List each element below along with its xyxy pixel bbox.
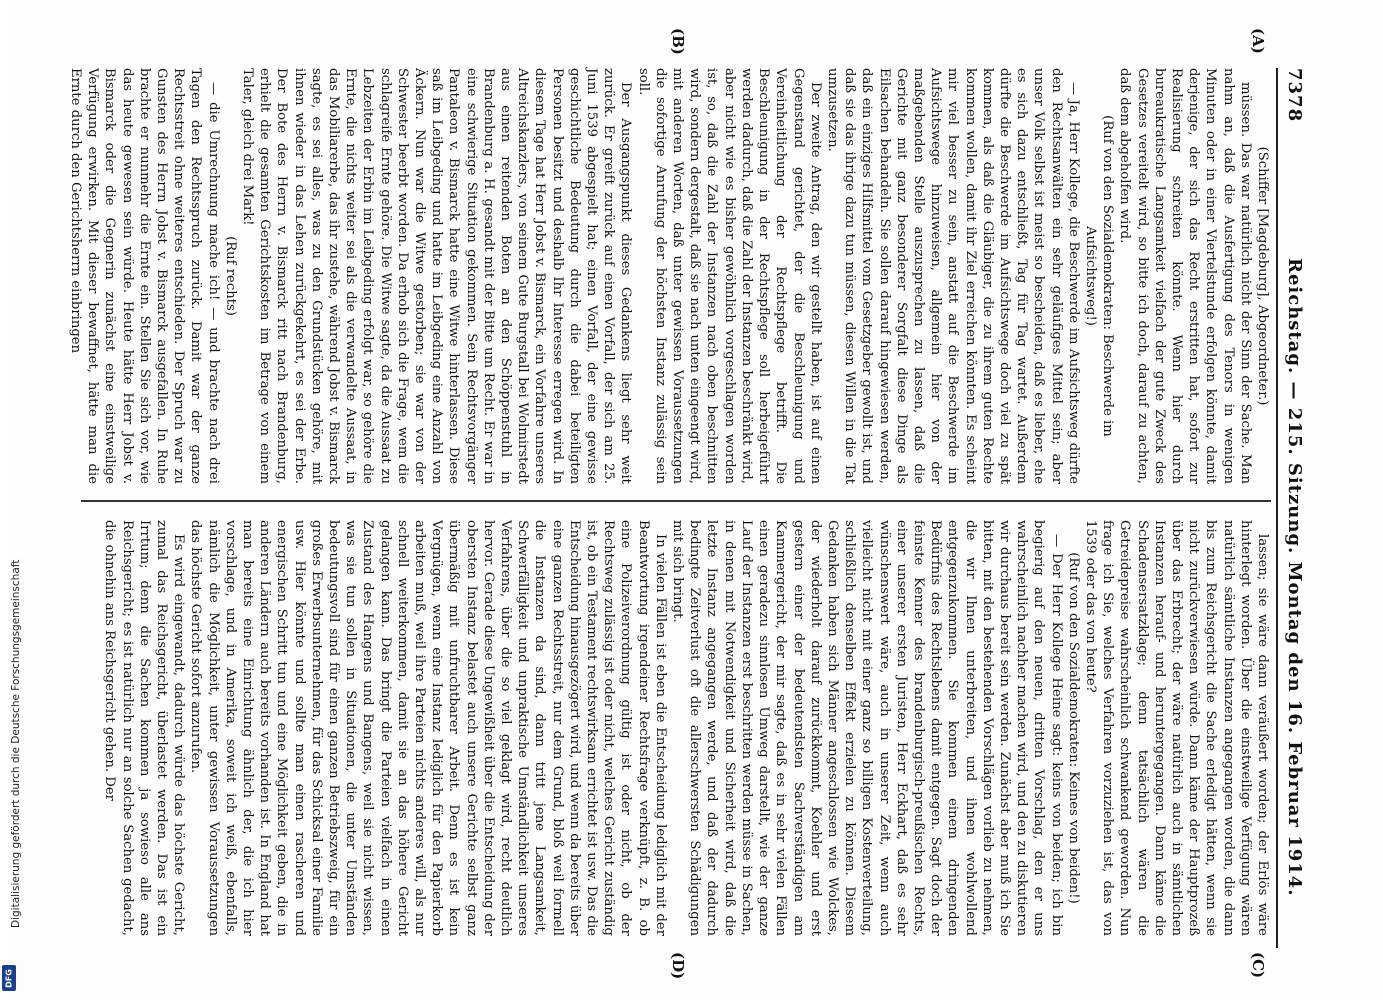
paragraph: müssen. Das war natürlich nicht der Sinn der Sache. Man nahm an, daß die Ausfertigung des Tenors in wenigen Minuten oder in einer Viertelstunde erfolgen könnte, damit derjenige, der sich das Recht erstritten hat, sofort zur Realisierung schreiten könnte. Wenn hier durch bureaukratische Langsamkeit vielfach der gute Zweck des Gesetzes vereitelt wird, so bitte ich doch, darauf zu achten, daß dem abgeholfen wird.: [1117, 68, 1253, 484]
paragraph: Der zweite Antrag, den wir gestellt haben, ist auf einen Gegenstand gerichtet, der die Beschleunigung und Vereinheitlichung der Rechtspflege betrifft. Die Beschleunigung in der Rechtspflege soll herbeigeführt werden dadurch, daß die Zahl der Instanzen beschränkt wird, aber nicht wie es bisher gewöhnlich vorgeschlagen worden ist, so, daß die Zahl der Instanzen nach oben beschnitten wird, sondern dergestalt, daß sie nach unten eingeengt wird, mit anderen Worten, daß unter gewissen Voraussetzungen die sofortige Anrufung der höchsten Instanz zulässig sein soll.: [635, 68, 823, 484]
page-number: 7378: [1284, 68, 1305, 123]
paragraph: — Ja, Herr Kollege, die Beschwerde im Aufsichtsweg dürfte den Rechtsanwälten ein sehr geläufiges Mittel sein; aber unser Volk selbst ist meist so bescheiden, daß es lieber, ehe es sich dazu entschließt, Tag für Tag wartet. Außerdem dürfte die Beschwerde im Aufsichtswege doch viel zu spät kommen, als daß die Gläubiger, die zu ihrem guten Rechte kommen wollen, damit ihr Ziel erreichen könnten. Es scheint mir viel besser zu sein, anstatt auf die Beschwerde im Aufsichtswege hinzuweisen, allgemein hier von der maßgebenden Stelle auszusprechen zu lassen, daß die Gerichte mit ganz besonderer Sorgfalt diese Dinge als Eilsachen behandeln. Sie sollen darauf hingewiesen werden, daß ein einziges Hilfsmittel vom Gesetzgeber gewollt ist, und daß sie das ihrige dazu tun müssen, diesen Willen in die Tat umzusetzen.: [824, 68, 1081, 484]
paragraph: Der Ausgangspunkt dieses Gedankens liegt sehr weit zurück. Er greift zurück auf einen Vorfall, der sich am 25. Juni 1539 abgespielt hat; einen Vorfall, der eine gewisse geschichtliche Bedeutung durch die dabei beteiligten Personen besitzt und deshalb Ihr Interesse erregen wird. In diesem Tage hat Herr Jobst v. Bismarck, ein Vorfahre unseres Altreichskanzlers, von seinem Gute Burgstall bei Wolmirstedt aus einen reitenden Boten an den Schöppenstuhl in Brandenburg a. H. gesandt mit der Bitte um Recht. Er war in eine schwierige Situation gekommen. Sein Rechtsvorgänger Pantaleon v. Bismarck hatte eine Witwe hinterlassen. Diese saß im Leibgeding und hatte im Leibgeding eine Anzahl von Äckern. Nun war die Witwe gestorben; sie war von der Schwester beerbt worden. Da erhob sich die Frage, wem die schlagreife Ernte gehöre. Die Witwe sagte, da die Aussaat zu Lebzeiten der Erbin im Leibgeding erfolgt war, so gehöre die Ernte, die nichts weiter sei als die verwandelte Aussaat, in das Mobiliarerbe, das ihr zustehe, während Jobst v. Bismarck sagte, es sei alles, was zu den Grundstücken gehöre, mit ihnen wieder in das Lehen zurückgekehrt, es sei der Erbe. Der Bote des Herrn v. Bismarck ritt nach Brandenburg, erhielt die gesamten Gerichtskosten im Betrage von einem Taler, gleich drei Mark!: [240, 68, 634, 484]
speaker-note: (Schiffer [Magdeburg], Abgeordneter.): [1255, 146, 1270, 406]
margin-mark-b: (B): [669, 28, 687, 55]
paragraph: — Der Herr Kollege Heine sagt: keins von beiden; ich bin begierig auf den neuen, dritten Vorschlag, den er uns wahrscheinlich nachher machen wird, und den zu diskutieren wir durchaus bereit sein werden. Zunächst aber muß ich Sie bitten, mit den bestehenden Vorschlägen vorlieb zu nehmen, die wir Ihnen unterbreiten, und ihnen wohlwollend entgegenzukommen. Sie kommen einem dringenden Bedürfnis des Rechtslebens damit entgegen. Sagt doch der feinste Kenner des brandenburgisch-preußischen Rechts, einer unserer ersten Juristen, Herr Eckhart, daß es sehr wünschenswert wäre, auch in unserer Zeit, wenn auch vielleicht nicht mit einer ganz so billigen Kostenverteilung, schließlich denselben Effekt erzielen zu können. Diesem Gedanken haben sich Männer angeschlossen wie Wolckes, der wiederholt darauf zurückkommt, Koehler und erst gestern einer der bedeutendsten Sachverständigen am Kammergericht, der mir sagte, daß es in sehr vielen Fällen einen geradezu sinnlosen Umweg darstellt, wie der ganze Lauf der Instanzen erst beschritten werden müsse in Sachen, in denen mit Notwendigkeit und Sicherheit wird, daß die letzte Instanz angegangen werde, und daß der dadurch bedingte Zeitverlust oft die allerschwersten Schädigungen mit sich bringt.: [670, 520, 1064, 936]
column-divider: [81, 500, 1271, 502]
paragraph: — die Umrechnung mache ich! — und brachte nach drei Tagen den Rechtsspruch zurück. Damit war der ganze Rechtsstreit ohne weiteres entschieden. Der Spruch war zu Gunsten des Herrn Jobst v. Bismarck ausgefallen. In Ruhe brachte er nunmehr die Ernte ein. Stellen Sie sich vor, wie das heute gewesen sein würde. Heute hätte Herr Jobst v. Bismarck oder die Gegnerin zunächst eine einstweilige Verfügung erwirken. Mit dieser bewaffnet, hätte man die Ernte durch den Gerichtsherrn einbringen: [67, 68, 221, 484]
scanned-page: [8, 0, 1383, 1000]
header-rule: [1276, 68, 1278, 948]
page-header: [1281, 68, 1307, 948]
paragraph: Es wird eingewandt, dadurch würde das höchste Gericht, zumal das Reichsgericht, überlastet werden. Das ist ein Irrtum; denn die Sachen kommen ja sowieso alle ans Reichsgericht; es ist natürlich nur an solche Sachen gedacht, die ohnehin ans Reichsgericht gehen. Der: [102, 520, 187, 936]
rotated-page-content: [67, 28, 1307, 980]
page-running-title: Reichstag. — 215. Sitzung. Montag den 16. Februar 1914.: [1284, 258, 1305, 897]
margin-mark-d: (D): [669, 952, 687, 980]
interjection: (Ruf von den Sozialdemokraten: Keines von beiden!): [1065, 552, 1081, 904]
paragraph: lassen; sie wäre dann veräußert worden; der Erlös wäre hinterlegt worden. Über die einstweilige Verfügung wären natürlich sämtliche Instanzen angegangen worden, die dann bis zum Reichsgericht die Sache erledigt hätten, wenn sie nicht zurückverwiesen würde. Dann käme der Hauptprozeß über das Erbrecht; der wäre natürlich auch in sämtlichen Instanzen herauf- und heruntergegangen. Dann käme die Schadensersatzklage; denn tatsächlich wären die Getreidepreise wahrscheinlich schwankend geworden. Nun frage ich Sie, welches Verfahren vorzuziehen ist, das von 1539 oder das von heute?: [1082, 520, 1270, 936]
text-column-right: [81, 520, 1271, 936]
paragraph: In vielen Fällen ist eben die Entscheidung lediglich mit der Beantwortung irgendeiner Rechtsfrage verknüpft, z. B. ob eine Polizeiverordnung gültig ist oder nicht, ob der Rechtsweg zulässig ist oder nicht, welches Gericht zuständig ist, ob ein Testament rechtswirksam errichtet ist usw. Das die Entscheidung hinausgezögert wird, und wenn da bereits über eine ganzen Rechtsstreit, nur dem Grund, bloß weil formell die Instanzen da sind, dann tritt jene Langsamkeit, Schwerfälligkeit und unpraktische Umständlichkeit unseres Verfahrens, über die so viel geklagt wird, recht deutlich hervor. Gerade diese Ungewißheit über die Entscheidung der obersten Instanz belastet auch unsere Gerichte selbst ganz übermäßig mit unfruchtbarer Arbeit. Denn es ist kein Vergnügen, wenn eine Instanz lediglich für den Papierkorb arbeiten muß, weil ihre Parteien nichts anderes will, als nur schnell weiterkommen, damit sie an das höhere Gericht gelangen kann. Das bringt die Parteien vielfach in einen Zustand des Hangens und Bangens, weil sie nicht wissen, was sie tun sollen in Situationen, die unter Umständen bedeutungsvoll sind für einen ganzen Betriebszweig, für ein großes Erwerbsunternehmen, für das Schicksal einer Familie usw. Hier könnte und sollte man einen rascheren und energischen Schritt tun und eine Möglichkeit geben, die in anderen Ländern auch bereits vorhanden ist. In England hat man bereits eine Einrichtung ähnlich der, die ich hier vorschlage, und in Amerika, soweit ich weiß, ebenfalls, nämlich die Möglichkeit, unter gewissen Voraussetzungen das höchste Gericht sofort anzurufen.: [188, 520, 668, 936]
dfg-logo-text: DFG: [4, 969, 14, 988]
margin-mark-a: (A): [1249, 28, 1267, 54]
interjection: (Ruf rechts): [222, 236, 238, 316]
dfg-logo: [2, 965, 16, 991]
funding-credit: Digitalisierung gefördert durch die Deutsche Forschungsgemeinschaft: [10, 559, 22, 928]
margin-mark-c: (C): [1249, 952, 1267, 979]
interjection: (Ruf von den Sozialdemokraten: Beschwerde im Aufsichtsweg!): [1082, 115, 1116, 437]
text-column-left: [67, 68, 1271, 484]
